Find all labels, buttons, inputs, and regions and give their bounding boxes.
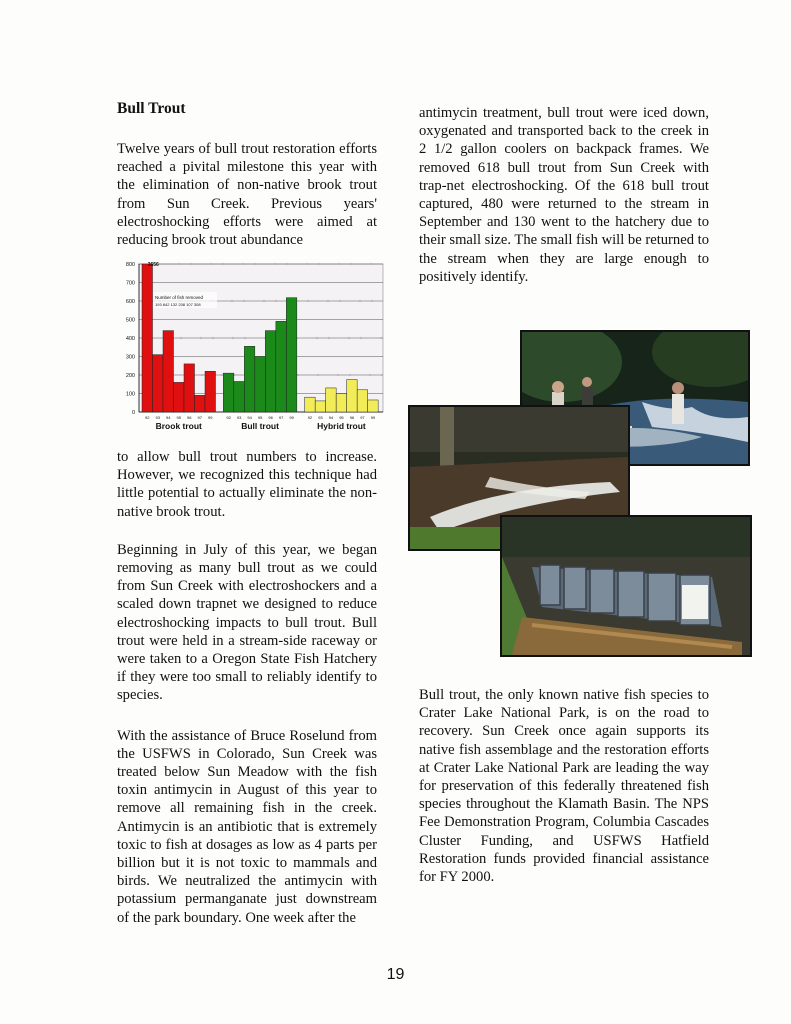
chart-x-tick-label: 95: [176, 415, 181, 420]
chart-x-tick-label: 93: [318, 415, 323, 420]
chart-group-label: Bull trout: [241, 421, 279, 431]
chart-bar: [255, 357, 265, 413]
chart-x-tick-label: 92: [226, 415, 231, 420]
chart-bar: [174, 382, 185, 412]
chart-y-tick-label: 400: [125, 336, 135, 342]
paragraph-continuation: to allow bull trout numbers to increase. However, we recognized this technique had little potential to actually eliminate the non-native brook trout.: [117, 449, 377, 520]
fish-removal-chart: [113, 254, 387, 444]
chart-legend-values: 193 842 132 208 107 308: [155, 302, 201, 307]
paragraph-antimycin: With the assistance of Bruce Roselund from the USFWS in Colorado, Sun Creek was treated below Sun Meadow with the fish toxin antimycin in August of this year to remove all remaining fish in the creek. Antimycin is an antibiotic that is extremely toxic to fish at dosages as low as 4 parts per billion but it is not toxic to mammals and birds. We neutralized the antimycin with potassium permanganate just downstream of the park boundary. One week after the: [117, 727, 377, 926]
paragraph-recovery: Bull trout, the only known native fish species to Crater Lake National Park, is on the road to recovery. Sun Creek once again supports its native fish assemblage and the restoration efforts at Crater Lake National Park are leading the way for preservation of this federally threatened fish species throughout the Klamath Basin. The NPS Fee Demonstration Program, Columbia Cascades Cluster Funding, and USFWS Hatfield Restoration funds provided financial assistance for FY 2000.: [419, 687, 709, 886]
chart-overflow-label: 3656: [147, 262, 159, 268]
chart-bar: [205, 371, 216, 412]
chart-x-tick-label: 94: [247, 415, 252, 420]
chart-x-tick-label: 96: [349, 415, 355, 420]
chart-x-tick-label: 95: [339, 415, 344, 420]
chart-y-tick-label: 200: [125, 373, 135, 379]
chart-bar: [195, 395, 206, 412]
chart-x-tick-label: 92: [307, 415, 313, 420]
chart-bar: [234, 381, 245, 412]
chart-y-tick-label: 0: [131, 410, 135, 416]
paragraph-intro: Twelve years of bull trout restoration efforts reached a pivital milestone this year with the elimination of non-native brook trout from Sun Creek. Previous years' electroshocking efforts were aimed at reducing brook trout abundance: [117, 141, 377, 249]
chart-bar: [244, 346, 255, 412]
chart-x-tick-label: 94: [166, 415, 171, 420]
photo-collage: [408, 330, 750, 656]
chart-x-tick-label: 93: [236, 415, 242, 420]
chart-group-label: Brook trout: [155, 421, 202, 431]
chart-x-tick-label: 99: [370, 415, 376, 420]
chart-bar: [326, 388, 337, 412]
chart-x-tick-label: 99: [208, 415, 213, 420]
chart-y-tick-label: 100: [125, 391, 135, 398]
chart-bar: [368, 400, 379, 412]
chart-x-tick-label: 93: [155, 415, 160, 420]
chart-bar: [305, 397, 316, 412]
chart-y-tick-label: 700: [125, 280, 135, 287]
chart-bar: [276, 321, 287, 412]
chart-bar: [184, 364, 195, 412]
chart-legend-title: Number of fish removed: [155, 295, 204, 300]
chart-y-tick-label: 800: [125, 262, 135, 268]
chart-y-tick-label: 500: [125, 317, 135, 324]
chart-bar: [315, 401, 326, 412]
chart-y-tick-label: 300: [125, 354, 135, 361]
chart-bar: [153, 355, 164, 412]
chart-x-tick-label: 97: [278, 415, 284, 420]
chart-bar: [336, 394, 347, 413]
chart-bar: [223, 373, 234, 412]
chart-bar: [286, 298, 297, 412]
chart-x-tick-label: 94: [328, 415, 334, 420]
left-column: [117, 100, 377, 927]
chart-x-tick-label: 96: [187, 415, 192, 420]
chart-y-tick-label: 600: [125, 299, 135, 305]
chart-svg: [113, 254, 387, 444]
chart-bar: [265, 331, 276, 412]
chart-x-tick-label: 97: [360, 415, 365, 420]
streamside-raceway-photo: [500, 515, 752, 657]
chart-bar: [347, 380, 358, 412]
chart-x-tick-label: 99: [289, 415, 294, 420]
chart-x-tick-label: 95: [257, 415, 263, 420]
page-number: 19: [386, 966, 405, 983]
right-column: [419, 104, 709, 886]
chart-bar: [357, 390, 368, 412]
chart-x-tick-label: 96: [268, 415, 273, 420]
chart-bar: [142, 264, 153, 412]
paragraph-removal-methods: Beginning in July of this year, we began removing as many bull trout as we could from Sun Creek with electroshockers and a scaled down trapnet we designed to reduce electroshocking impacts to bull trout. Bull trout were held in a stream-side raceway or were taken to a Oregon State Fish Hatchery if they were too small to reliably identify to species.: [117, 541, 377, 704]
chart-group-label: Hybrid trout: [317, 421, 366, 431]
chart-x-tick-label: 92: [145, 415, 150, 420]
chart-x-tick-label: 97: [197, 415, 202, 420]
chart-bar: [163, 331, 174, 412]
section-heading: Bull Trout: [117, 100, 186, 117]
paragraph-transport: antimycin treatment, bull trout were iced down, oxygenated and transported back to the creek in 2 1/2 gallon coolers on backpack frames. We removed 618 bull trout from Sun Creek with trap-net electroshocking. Of the 618 bull trout captured, 480 were returned to the stream in September and 130 went to the hatchery due to their small size. The small fish will be returned to the stream when they are large enough to positively identify.: [419, 105, 709, 285]
